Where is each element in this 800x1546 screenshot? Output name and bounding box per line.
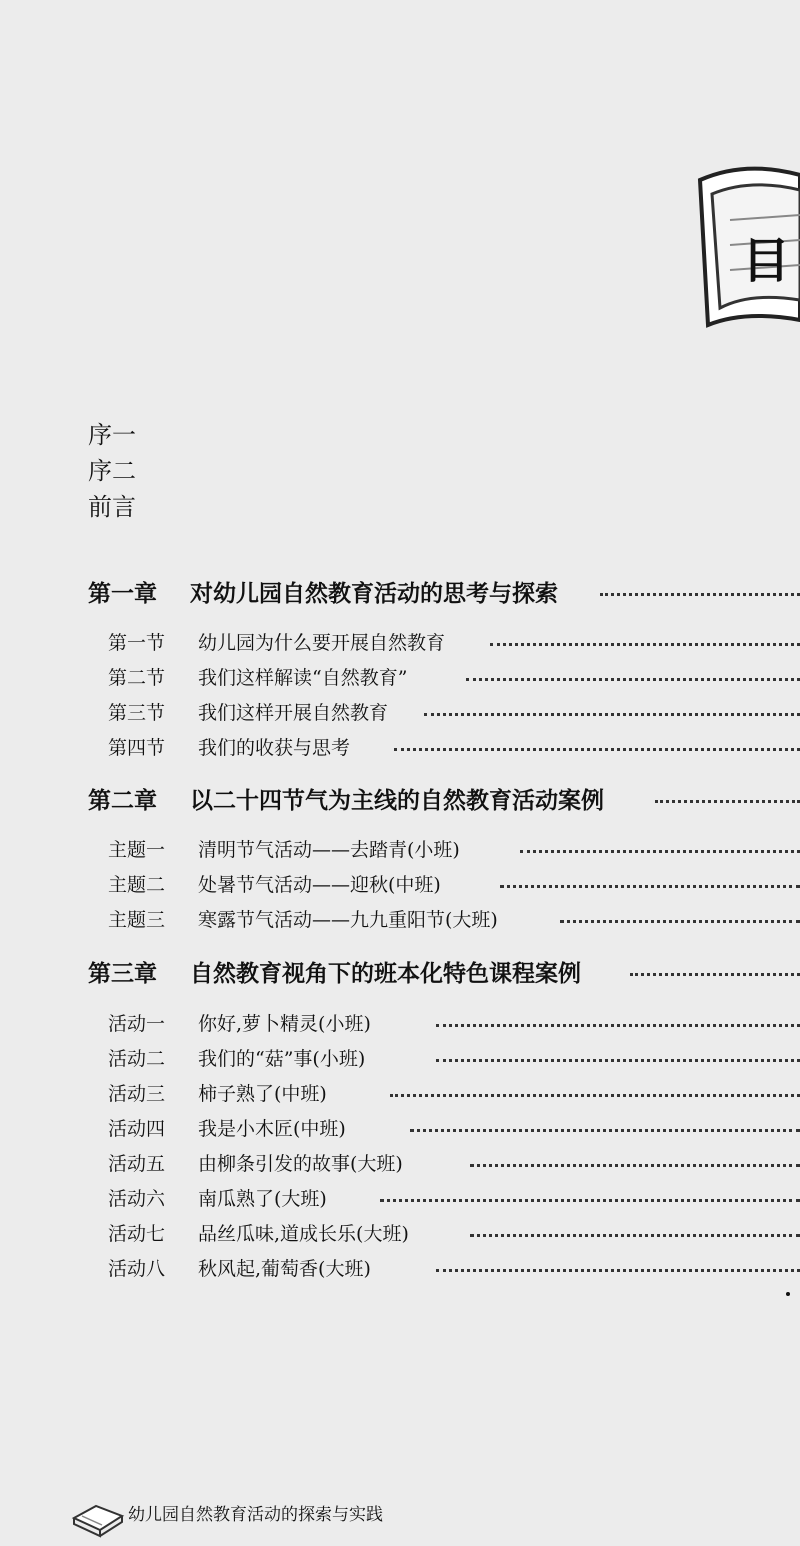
entry-number: 第一节 [108, 631, 166, 654]
running-footer: 幼儿园自然教育活动的探索与实践 [128, 1505, 383, 1525]
entry-title: 我们这样解读“自然教育” [198, 666, 408, 689]
leader-dots [470, 1160, 800, 1167]
toc-entry[interactable] [0, 1008, 800, 1036]
chapter-title: 自然教育视角下的班本化特色课程案例 [190, 960, 581, 987]
leader-dots [655, 796, 800, 803]
leader-dots [490, 639, 800, 646]
entry-title: 我们的收获与思考 [198, 736, 351, 759]
toc-entry[interactable] [0, 627, 800, 655]
entry-title: 秋风起,葡萄香(大班) [198, 1257, 371, 1280]
toc-entry[interactable] [0, 1253, 800, 1281]
chapter-title: 对幼儿园自然教育活动的思考与探索 [190, 580, 558, 607]
entry-number: 活动三 [108, 1082, 166, 1105]
entry-title: 柿子熟了(中班) [198, 1082, 327, 1105]
leader-dots [520, 846, 800, 853]
entry-title: 我们这样开展自然教育 [198, 701, 389, 724]
entry-number: 活动二 [108, 1047, 166, 1070]
entry-number: 活动八 [108, 1257, 166, 1280]
toc-entry[interactable] [0, 904, 800, 932]
entry-number: 活动四 [108, 1117, 166, 1140]
entry-number: 第四节 [108, 736, 166, 759]
chapter-title: 以二十四节气为主线的自然教育活动案例 [190, 787, 604, 814]
toc-entry[interactable] [0, 834, 800, 862]
toc-entry[interactable] [0, 1218, 800, 1246]
toc-entry[interactable] [0, 1183, 800, 1211]
toc-entry[interactable] [0, 1078, 800, 1106]
entry-title: 我是小木匠(中班) [198, 1117, 346, 1140]
leader-dots [600, 589, 800, 596]
leader-dots [424, 709, 800, 716]
toc-entry[interactable] [0, 1043, 800, 1071]
leader-dots [380, 1195, 800, 1202]
stray-dot [786, 1292, 790, 1296]
leader-dots [394, 744, 800, 751]
chapter-heading[interactable] [0, 575, 800, 607]
entry-title: 处暑节气活动——迎秋(中班) [198, 873, 441, 896]
entry-title: 南瓜熟了(大班) [198, 1187, 327, 1210]
chapter-heading[interactable] [0, 955, 800, 987]
entry-number: 活动六 [108, 1187, 166, 1210]
leader-dots [560, 916, 800, 923]
leader-dots [630, 969, 800, 976]
toc-entry[interactable] [0, 732, 800, 760]
book-icon [70, 1498, 130, 1538]
leader-dots [436, 1020, 800, 1027]
toc-entry[interactable] [0, 869, 800, 897]
entry-number: 主题三 [108, 908, 166, 931]
toc-entry[interactable] [0, 697, 800, 725]
leader-dots [470, 1230, 800, 1237]
chapter-heading[interactable] [0, 782, 800, 814]
preface-item[interactable]: 序一 [88, 421, 136, 449]
page-title: 目 [742, 233, 791, 289]
toc-entry[interactable] [0, 1113, 800, 1141]
entry-number: 活动七 [108, 1222, 166, 1245]
leader-dots [436, 1055, 800, 1062]
entry-title: 你好,萝卜精灵(小班) [198, 1012, 371, 1035]
leader-dots [410, 1125, 800, 1132]
leader-dots [500, 881, 800, 888]
chapter-number: 第三章 [88, 960, 157, 987]
entry-number: 主题二 [108, 873, 166, 896]
entry-title: 我们的“菇”事(小班) [198, 1047, 366, 1070]
entry-title: 由柳条引发的故事(大班) [198, 1152, 403, 1175]
toc-entry[interactable] [0, 662, 800, 690]
entry-title: 寒露节气活动——九九重阳节(大班) [198, 908, 498, 931]
leader-dots [466, 674, 800, 681]
preface-item[interactable]: 前言 [88, 493, 136, 521]
entry-number: 活动五 [108, 1152, 166, 1175]
entry-number: 活动一 [108, 1012, 166, 1035]
leader-dots [390, 1090, 800, 1097]
chapter-number: 第一章 [88, 580, 157, 607]
entry-title: 品丝瓜味,道成长乐(大班) [198, 1222, 409, 1245]
entry-number: 主题一 [108, 838, 166, 861]
entry-number: 第三节 [108, 701, 166, 724]
toc-entry[interactable] [0, 1148, 800, 1176]
entry-number: 第二节 [108, 666, 166, 689]
leader-dots [436, 1265, 800, 1272]
chapter-number: 第二章 [88, 787, 157, 814]
entry-title: 清明节气活动——去踏青(小班) [198, 838, 460, 861]
entry-title: 幼儿园为什么要开展自然教育 [198, 631, 446, 654]
preface-item[interactable]: 序二 [88, 457, 136, 485]
